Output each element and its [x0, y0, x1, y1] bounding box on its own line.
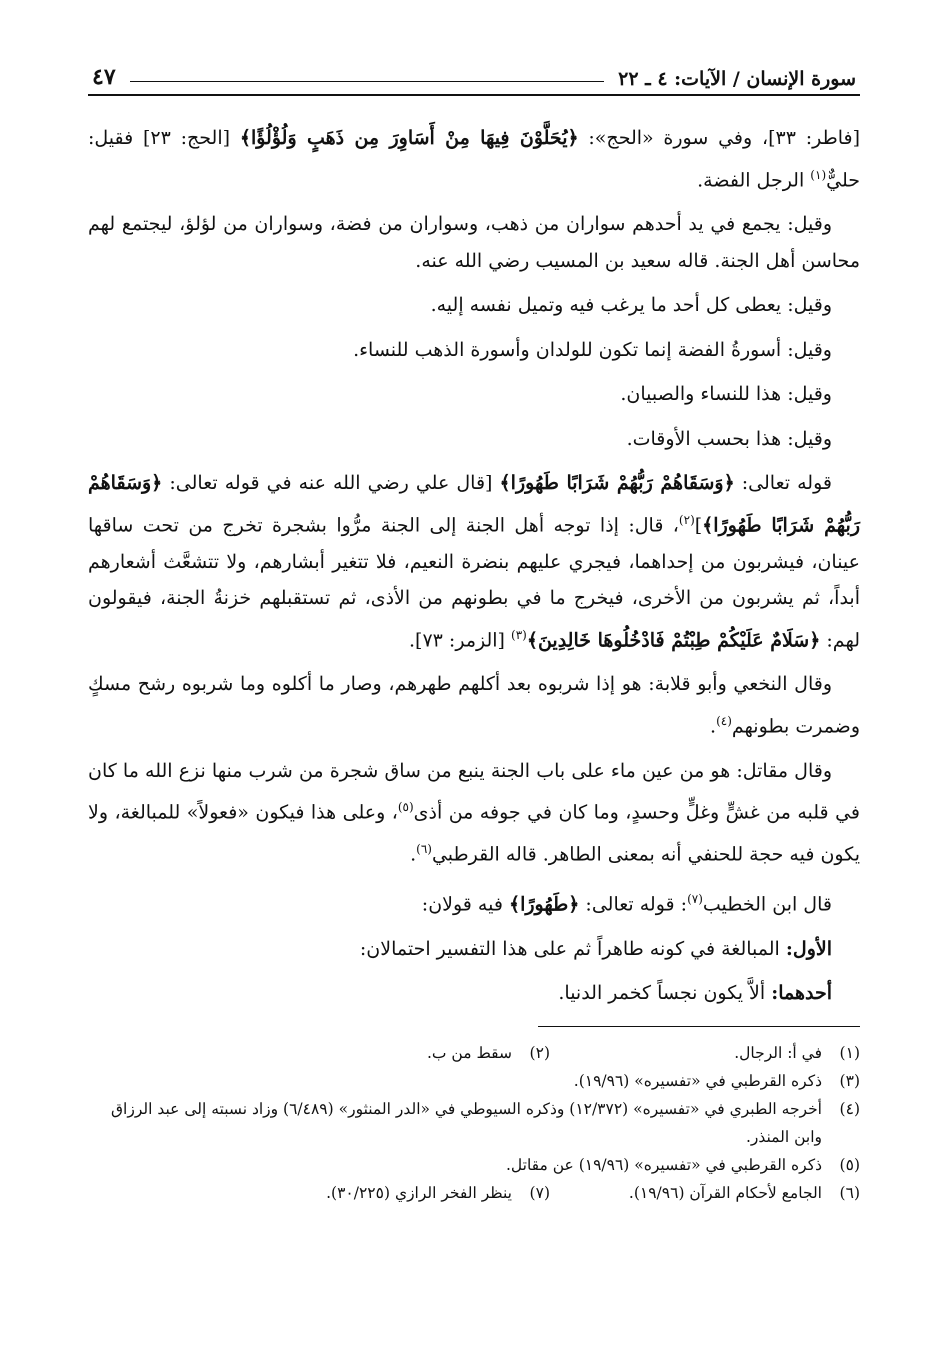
book-page — [88, 52, 860, 1207]
text-run: [الزمر: ٧٣]. — [409, 628, 511, 651]
quran-verse: ﴿يُحَلَّوْنَ فِيهَا مِنْ أَسَاوِرَ مِن ذَهَبٍ وَلُؤْلُؤًا﴾ — [239, 127, 579, 149]
paragraph-8 — [88, 666, 860, 744]
text-run: قوله تعالى: — [734, 472, 832, 495]
quran-verse: ﴿وَسَقَاهُمْ رَبُّهُمْ شَرَابًا طَهُورًا﴾ — [499, 472, 735, 495]
footnote-ref[interactable]: (١) — [810, 167, 827, 182]
footnote-4 — [88, 1095, 860, 1151]
text-run: فيه قولان: — [421, 893, 509, 916]
footnote-row — [88, 1179, 860, 1207]
footnote-7 — [250, 1179, 550, 1207]
footnote-text: في أ: الرجال. — [734, 1043, 822, 1062]
text-run: : قوله تعالى: — [579, 893, 688, 916]
text-run: [فاطر: ٣٣]، وفي سورة «الحج»: — [578, 127, 860, 149]
page-number: ٤٧ — [92, 64, 116, 90]
text-run: ] — [694, 514, 703, 537]
footnote-1 — [560, 1039, 860, 1067]
header-rule — [130, 81, 604, 82]
paragraph-10 — [88, 881, 860, 923]
text-run: ، وعلى هذا فيكون «فعولاً» للمبالغة، ولا يكون فيه حجة للحنفي أنه بمعنى الطاهر. قاله القرطبي — [88, 801, 860, 866]
footnote-number: (١) — [839, 1043, 860, 1062]
running-header — [88, 52, 860, 96]
text-run: [قال علي رضي الله عنه في قوله تعالى: — [162, 472, 500, 495]
footnote-ref[interactable]: (٤) — [716, 713, 732, 728]
quran-verse: ﴿سَلَامٌ عَلَيْكُمْ طِبْتُمْ فَادْخُلُوهَا خَالِدِينَ﴾ — [526, 628, 821, 651]
footnote-text: سقط من ب. — [426, 1043, 512, 1062]
paragraph-3: وقيل: يعطى كل أحد ما يرغب فيه وتميل نفسه إليه. — [430, 294, 832, 317]
text-run: وقال مقاتل: هو من عين ماء على باب الجنة ينبع من ساق شجرة من شرب منها نزع الله ما كان في قلبه من غشٍّ وغلٍّ وحسدٍ، وما كان في جوفه من أذى — [88, 759, 860, 824]
footnotes — [88, 1039, 860, 1207]
text-run: وقال النخعي وأبو قلابة: هو إذا شربوه بعد أكلهم طهرهم، وصار ما أكلوه وما شربوه رشح مسكٍ وضمرت بطونهم — [88, 673, 860, 738]
text-run: المبالغة في كونه طاهراً ثم على هذا التفسير احتمالان: — [359, 937, 786, 960]
paragraph-9 — [88, 753, 860, 873]
footnote-number: (٤) — [839, 1099, 860, 1118]
paragraph-5: وقيل: هذا للنساء والصبيان. — [620, 383, 832, 406]
text-run: ، قال: إذا توجه أهل الجنة إلى الجنة مرُّوا بشجرة تخرج من تحت ساقها عينان، فيشربون من إحداهما، فيجري عليهم بنضرة النعيم، فلا تتغير أبشارهم، ولا تتشعَّث أشعارهم أبداً، ثم يشربون من الأخرى، فيخرج ما في بطونهم من الأذى، ثم تستقبلهم خزنةُ الجنة، فيقولون لهم: — [88, 514, 860, 651]
footnote-number: (٣) — [839, 1071, 860, 1090]
point-label: الأول: — [785, 937, 832, 960]
footnote-ref[interactable]: (٧) — [687, 891, 703, 906]
footnote-divider — [538, 1026, 860, 1027]
point-label: أحدهما: — [771, 982, 832, 1005]
text-run: الرجل الفضة. — [697, 168, 811, 191]
footnote-ref[interactable]: (٥) — [397, 800, 414, 815]
text-run: ألاَّ يكون نجساً كخمر الدنيا. — [558, 982, 772, 1005]
footnote-ref[interactable]: (٢) — [678, 512, 695, 527]
main-text — [88, 120, 860, 1012]
footnote-number: (٧) — [529, 1183, 550, 1202]
paragraph-4: وقيل: أسورةُ الفضة إنما تكون للولدان وأسورة الذهب للنساء. — [353, 338, 832, 361]
footnote-text: أخرجه الطبري في «تفسيره» (١٢/٣٧٢) وذكره السيوطي في «الدر المنثور» (٦/٤٨٩) وزاد نسبته إلى عبد الرزاق وابن المنذر. — [111, 1099, 822, 1146]
footnote-2 — [250, 1039, 550, 1067]
footnote-number: (٥) — [839, 1155, 860, 1174]
footnote-number: (٢) — [529, 1043, 550, 1062]
text-run: . — [710, 715, 717, 738]
text-run: قال ابن الخطيب — [702, 893, 832, 916]
text-run: . — [410, 843, 417, 866]
footnote-5 — [88, 1151, 860, 1179]
footnote-row — [88, 1039, 860, 1067]
footnote-ref[interactable]: (٦) — [416, 842, 432, 857]
footnote-text: ذكره القرطبي في «تفسيره» (١٩/٩٦). — [573, 1071, 822, 1090]
footnote-3 — [88, 1067, 860, 1095]
quran-verse: ﴿طَهُورًا﴾ — [508, 893, 580, 916]
quran-verse: ﴿وَسَقَاهُمْ رَبُّهُمْ شَرَابًا طَهُورًا﴾ — [88, 472, 861, 537]
footnote-text: الجامع لأحكام القرآن (١٩/٩٦). — [628, 1183, 822, 1202]
paragraph-2: وقيل: يجمع في يد أحدهم سواران من ذهب، وسواران من فضة، وسواران من لؤلؤ، ليجتمع لهم محاسن أهل الجنة. قاله سعيد بن المسيب رضي الله عنه. — [88, 213, 860, 272]
paragraph-1 — [88, 120, 860, 198]
footnote-number: (٦) — [839, 1183, 860, 1202]
footnote-text: ذكره القرطبي في «تفسيره» (١٩/٩٦) عن مقاتل. — [505, 1155, 822, 1174]
paragraph-12 — [88, 975, 860, 1012]
text-run: [الحج: ٢٣] فقيل: حليٌّ — [88, 127, 860, 191]
header-title: سورة الإنسان / الآيات: ٤ ـ ٢٢ — [618, 68, 856, 90]
paragraph-6: وقيل: هذا بحسب الأوقات. — [626, 427, 832, 450]
footnote-ref[interactable]: (٣) — [511, 627, 527, 642]
paragraph-11 — [88, 931, 860, 968]
paragraph-7 — [88, 465, 860, 658]
footnote-text: ينظر الفخر الرازي (٣٠/٢٢٥). — [326, 1183, 512, 1202]
footnote-6 — [560, 1179, 860, 1207]
